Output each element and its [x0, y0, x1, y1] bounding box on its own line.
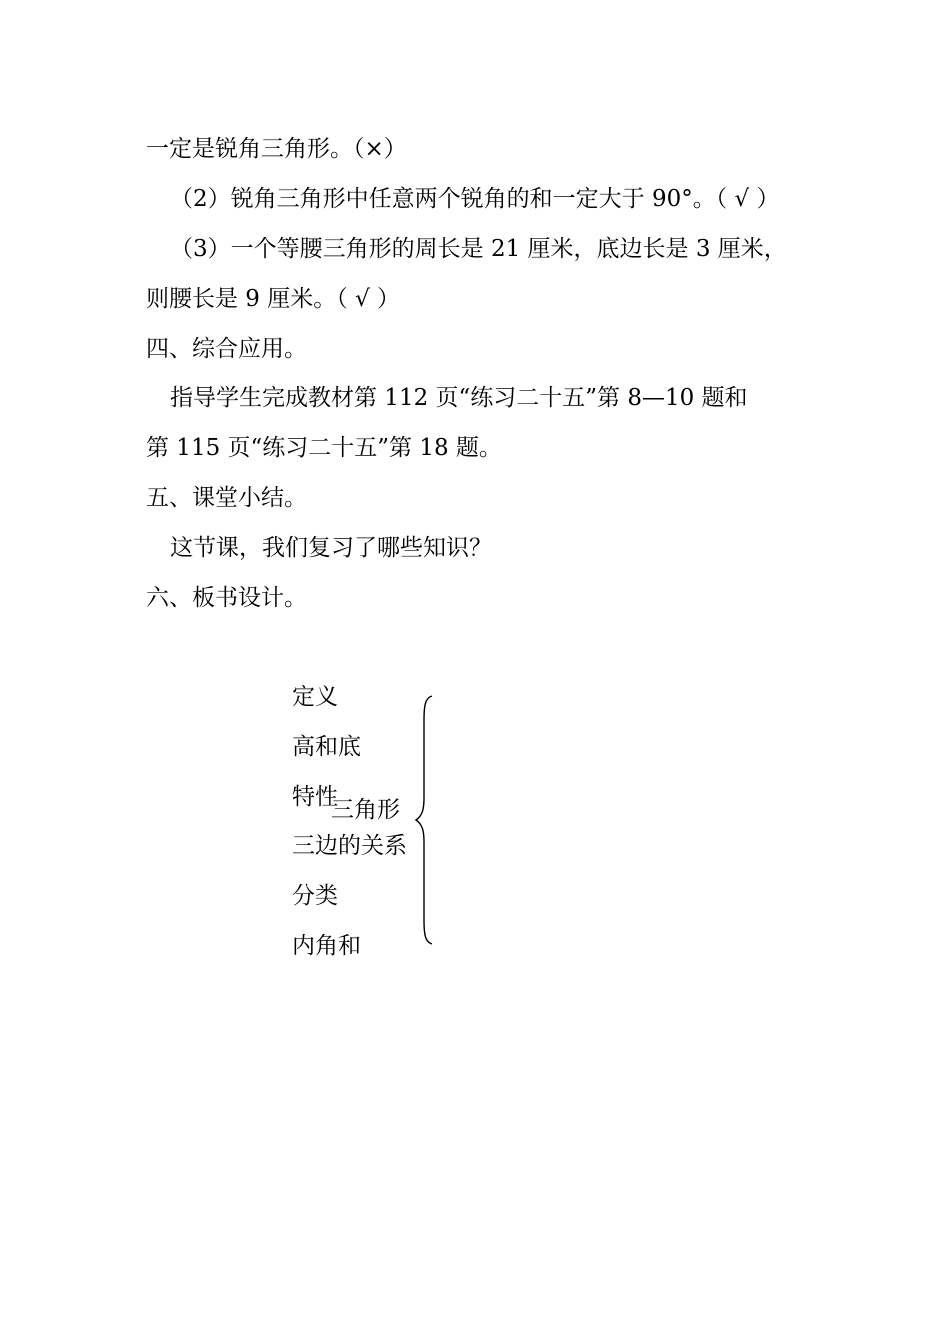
board-item: 特性: [292, 784, 338, 810]
board-center-label: 三角形: [331, 797, 400, 823]
board-item: 定义: [292, 684, 338, 710]
section-heading: 六、板书设计。: [146, 585, 307, 611]
text-line: 第 115 页“练习二十五”第 18 题。: [146, 435, 502, 461]
board-item: 分类: [292, 883, 338, 909]
board-item: 内角和: [292, 933, 361, 959]
board-item: 高和底: [292, 734, 361, 760]
board-item: 三边的关系: [292, 833, 407, 859]
text-line: （2）锐角三角形中任意两个锐角的和一定大于 90°。（ √ ）: [170, 186, 780, 212]
section-heading: 四、综合应用。: [146, 336, 307, 362]
text-line: 这节课，我们复习了哪些知识？: [170, 535, 492, 561]
section-heading: 五、课堂小结。: [146, 485, 307, 511]
text-line: 则腰长是 9 厘米。（ √ ）: [146, 286, 401, 312]
text-line: 一定是锐角三角形。（×）: [146, 136, 407, 162]
text-line: （3）一个等腰三角形的周长是 21 厘米，底边长是 3 厘米，: [170, 236, 787, 262]
curly-brace-icon: [410, 694, 440, 946]
text-line: 指导学生完成教材第 112 页“练习二十五”第 8—10 题和: [170, 385, 748, 411]
